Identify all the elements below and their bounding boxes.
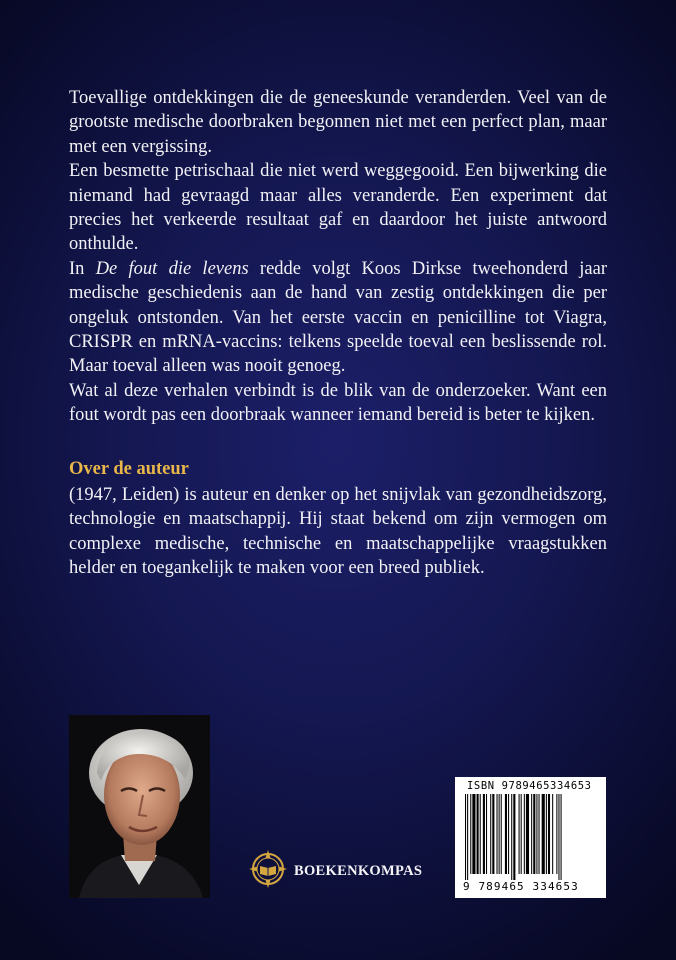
blurb-p3-start: In xyxy=(69,258,85,279)
compass-book-icon xyxy=(248,849,288,894)
blurb-p3-rest: redde volgt Koos Dirkse tweehonderd jaar medische geschiedenis aan de hand van zestig ontdekkingen die per ongeluk ontstonden. Van het eerste vaccin en penicilline tot Viagra, CRISPR en mRNA-vaccins: telkens speelde toeval een beslissende rol. Maar toeval alleen was nooit genoeg. xyxy=(69,258,607,377)
blurb-paragraph-1: Toevallige ontdekkingen die de geneeskunde veranderden. Veel van de grootste medische doorbraken begonnen niet met een perfect plan, maar met een vergissing. xyxy=(69,88,607,157)
blurb-paragraph-3 xyxy=(69,257,607,379)
book-title-italic: De fout die levens xyxy=(95,258,249,279)
isbn-label: ISBN 9789465334653 xyxy=(467,780,592,792)
barcode-bars xyxy=(463,794,598,880)
publisher-name: BOEKENKOMPAS xyxy=(294,862,423,879)
author-bio: (1947, Leiden) is auteur en denker op het snijvlak van gezondheidszorg, technologie en maatschappij. Hij staat bekend om zijn vermogen om complexe medische, technische en maatschappelijke vraagstukken helder en toegankelijk te maken voor een breed publiek. xyxy=(69,485,607,579)
author-heading: Over de auteur xyxy=(69,459,189,479)
blurb-paragraph-4: Wat al deze verhalen verbindt is de blik van de onderzoeker. Want een fout wordt pas een doorbraak wanneer iemand bereid is beter te kijken. xyxy=(69,380,607,426)
blurb-paragraph-2: Een besmette petrischaal die niet werd weggegooid. Een bijwerking die niemand had gevraagd maar alles veranderde. Een experiment dat precies het verkeerde resultaat gaf en daardoor het juiste antwoord onthulde. xyxy=(69,161,607,255)
isbn-digits: 9 789465 334653 xyxy=(463,880,579,893)
isbn-barcode xyxy=(455,777,606,898)
author-photo xyxy=(69,715,210,898)
publisher-logo xyxy=(248,851,422,891)
back-cover-blurb xyxy=(69,86,607,428)
